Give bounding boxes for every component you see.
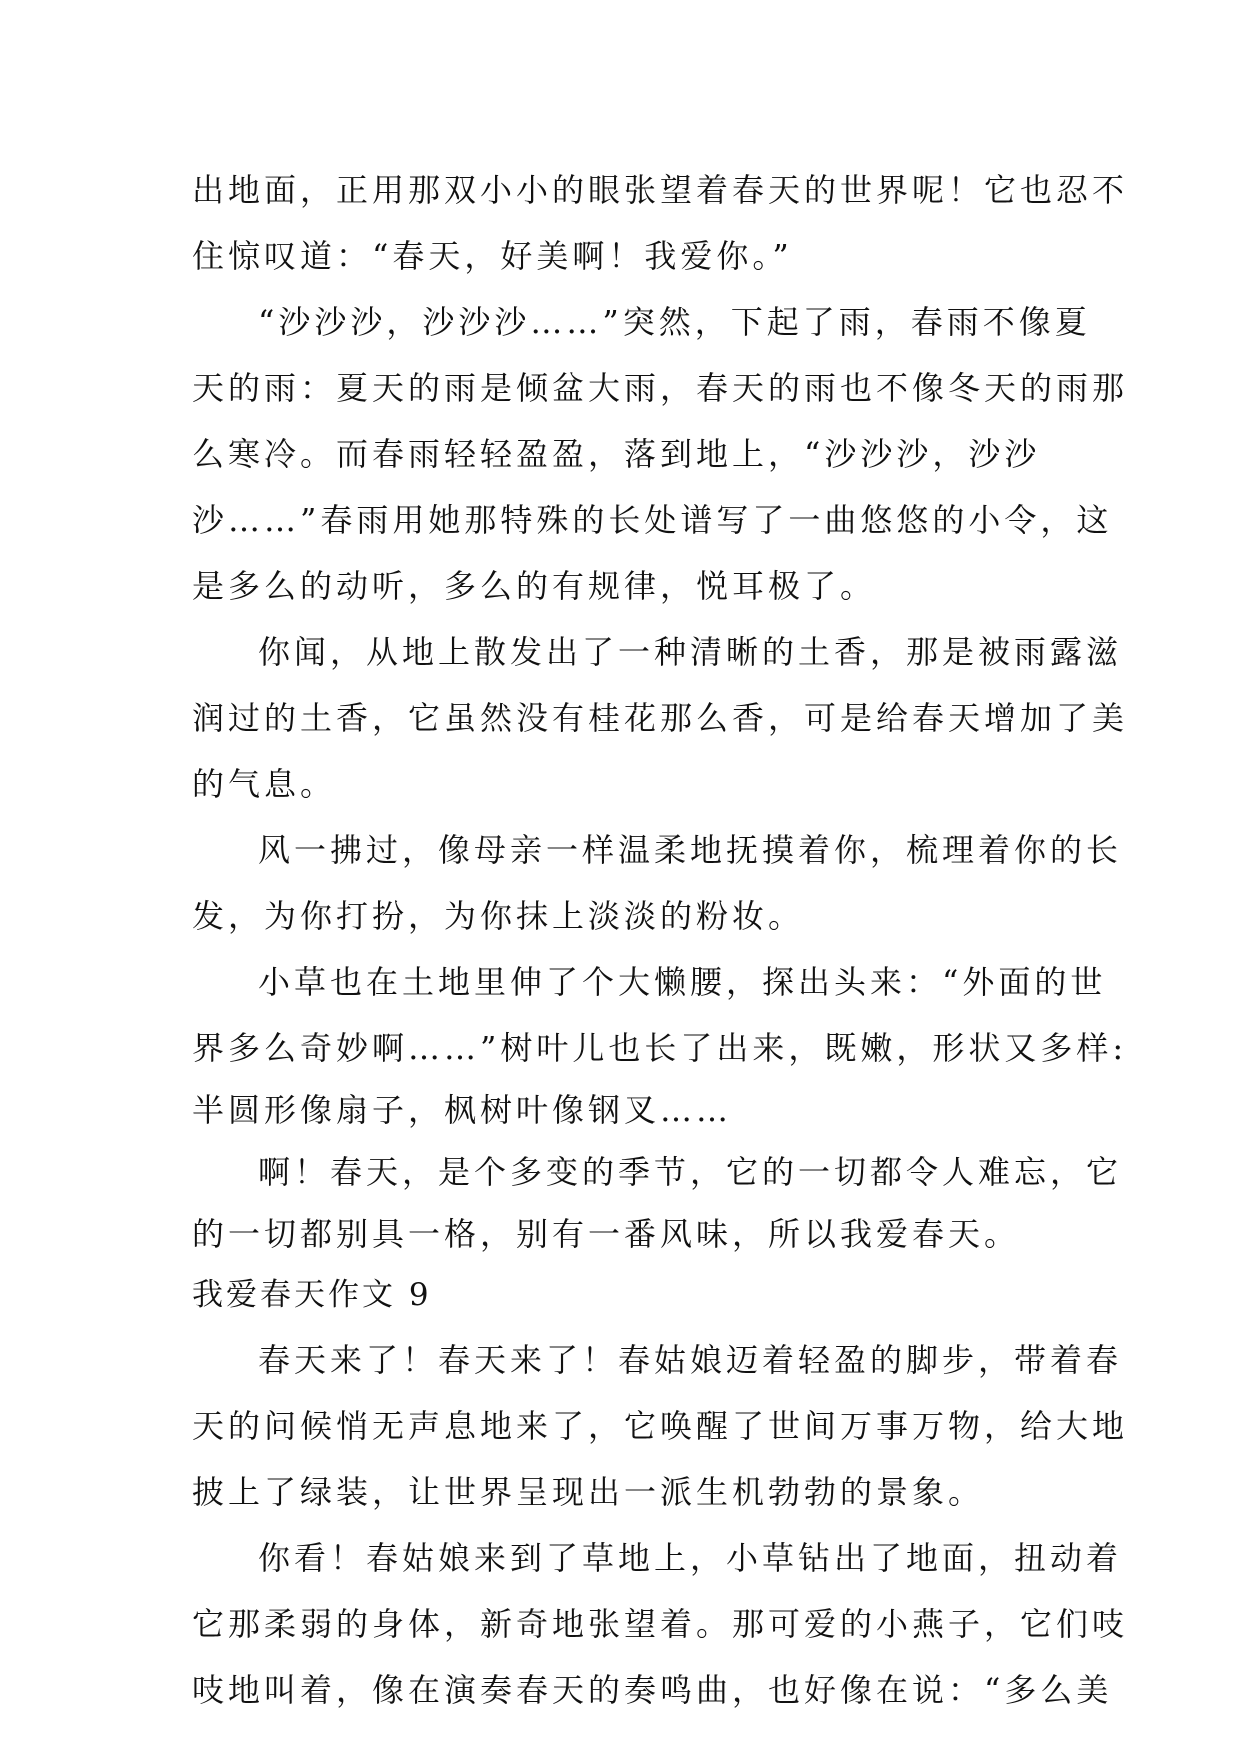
text-line: 住惊叹道：“春天，好美啊！我爱你。” [192,237,793,275]
text-line: 天的问候悄无声息地来了，它唤醒了世间万事万物，给大地 [192,1407,1129,1445]
text-line: 披上了绿装，让世界呈现出一派生机勃勃的景象。 [192,1473,985,1511]
text-line: 它那柔弱的身体，新奇地张望着。那可爱的小燕子，它们吱 [192,1605,1129,1643]
text-line: 发，为你打扮，为你抹上淡淡的粉妆。 [192,897,805,935]
text-line: 是多么的动听，多么的有规律，悦耳极了。 [192,567,877,605]
paragraph-line: 小草也在土地里伸了个大懒腰，探出头来：“外面的世 [258,963,1107,1001]
text-line: 么寒冷。而春雨轻轻盈盈，落到地上，“沙沙沙，沙沙 [192,435,1041,473]
text-line: 出地面，正用那双小小的眼张望着春天的世界呢！它也忍不 [192,171,1129,209]
text-line: 润过的土香，它虽然没有桂花那么香，可是给春天增加了美 [192,699,1129,737]
essay-body [192,157,1129,1723]
text-line: 沙……”春雨用她那特殊的长处谱写了一曲悠悠的小令，这 [192,501,1113,539]
paragraph-line: 你闻，从地上散发出了一种清晰的土香，那是被雨露滋 [258,633,1123,671]
text-line: 的气息。 [192,765,337,803]
text-line: 界多么奇妙啊……”树叶儿也长了出来，既嫩，形状又多样: [192,1029,1128,1067]
paragraph-line: 风一拂过，像母亲一样温柔地抚摸着你，梳理着你的长 [258,831,1123,869]
text-line: 半圆形像扇子，枫树叶像钢叉…… [192,1091,733,1129]
paragraph-line: 春天来了！春天来了！春姑娘迈着轻盈的脚步，带着春 [258,1341,1123,1379]
paragraph-line: 啊！春天，是个多变的季节，它的一切都令人难忘，它 [258,1153,1123,1191]
paragraph-line: “沙沙沙，沙沙沙……”突然，下起了雨，春雨不像夏 [258,303,1091,341]
paragraph-line: 你看！春姑娘来到了草地上，小草钻出了地面，扭动着 [258,1539,1123,1577]
essay-heading: 我爱春天作文 9 [192,1277,432,1313]
text-line: 的一切都别具一格，别有一番风味，所以我爱春天。 [192,1215,1021,1253]
text-line: 吱地叫着，像在演奏春天的奏鸣曲，也好像在说：“多么美 [192,1671,1113,1709]
text-line: 天的雨：夏天的雨是倾盆大雨，春天的雨也不像冬天的雨那 [192,369,1129,407]
